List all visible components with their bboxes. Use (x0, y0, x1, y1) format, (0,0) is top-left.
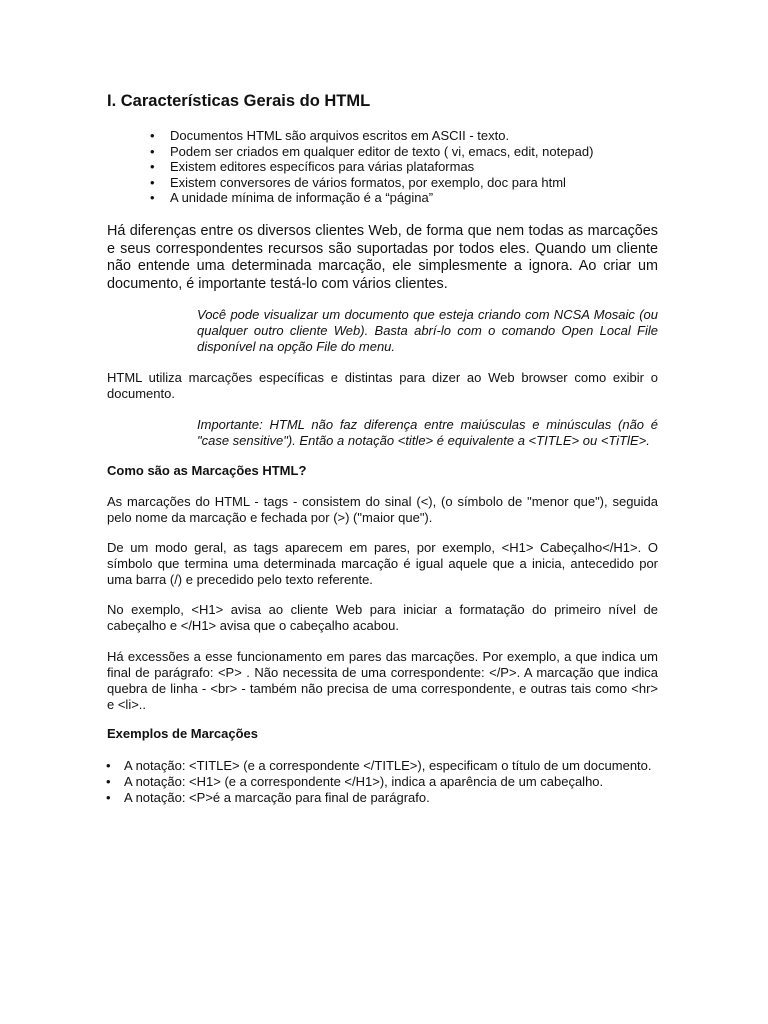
list-item: • A notação: <TITLE> (e a correspondente </TITLE>), especificam o título de um documento. (106, 758, 666, 774)
document-title: I. Características Gerais do HTML (107, 92, 371, 110)
intro-bullet-list (150, 128, 670, 206)
exceptions-paragraph: Há excessões a esse funcionamento em pares das marcações. Por exemplo, a que indica um final de parágrafo: <P> . Não necessita de uma correspondente: </P>. A marcação que indica quebra de linha - <br> - também não precisa de uma correspondente, e outras tais como <hr> e <li>.. (107, 649, 658, 712)
exemplos-heading: Exemplos de Marcações (107, 726, 259, 741)
html-paragraph: HTML utiliza marcações específicas e distintas para dizer ao Web browser como exibir o documento. (107, 370, 658, 401)
list-item: • Existem conversores de vários formatos, por exemplo, doc para html (150, 175, 670, 191)
marcacoes-heading: Como são as Marcações HTML? (107, 463, 307, 478)
pairs-paragraph: De um modo geral, as tags aparecem em pares, por exemplo, <H1> Cabeçalho</H1>. O símbolo que termina uma determinada marcação é igual aquele que a inicia, antecedido por uma barra (/) e precedido pelo texto referente. (107, 540, 658, 587)
list-item: • A notação: <H1> (e a correspondente </H1>), indica a aparência de um cabeçalho. (106, 774, 666, 790)
case-sensitivity-note: Importante: HTML não faz diferença entre maiúsculas e minúsculas (não é "case sensitive"). Então a notação <title> é equivalente a <TITLE> ou <TiTlE>. (197, 417, 658, 448)
list-item: • Documentos HTML são arquivos escritos em ASCII - texto. (150, 128, 670, 144)
list-item: • Podem ser criados em qualquer editor de texto ( vi, emacs, edit, notepad) (150, 144, 670, 160)
examples-bullet-list (106, 758, 666, 806)
list-item: • A notação: <P>é a marcação para final de parágrafo. (106, 790, 666, 806)
mosaic-note: Você pode visualizar um documento que esteja criando com NCSA Mosaic (ou qualquer outro cliente Web). Basta abrí-lo com o comando Open Local File disponível na opção File do menu. (197, 307, 658, 354)
list-item: • A unidade mínima de informação é a “página” (150, 190, 670, 206)
example-paragraph: No exemplo, <H1> avisa ao cliente Web para iniciar a formatação do primeiro nível de cabeçalho e </H1> avisa que o cabeçalho acabou. (107, 602, 658, 633)
tags-paragraph: As marcações do HTML - tags - consistem do sinal (<), (o símbolo de "menor que"), seguida pelo nome da marcação e fechada por (>) ("maior que"). (107, 494, 658, 525)
clients-paragraph: Há diferenças entre os diversos clientes Web, de forma que nem todas as marcações e seus correspondentes recursos são suportadas por todos eles. Quando um cliente não entende uma determinada marcação, ele simplesmente a ignora. Ao criar um documento, é importante testá-lo com vários clientes. (107, 223, 658, 292)
list-item: • Existem editores específicos para várias plataformas (150, 159, 670, 175)
